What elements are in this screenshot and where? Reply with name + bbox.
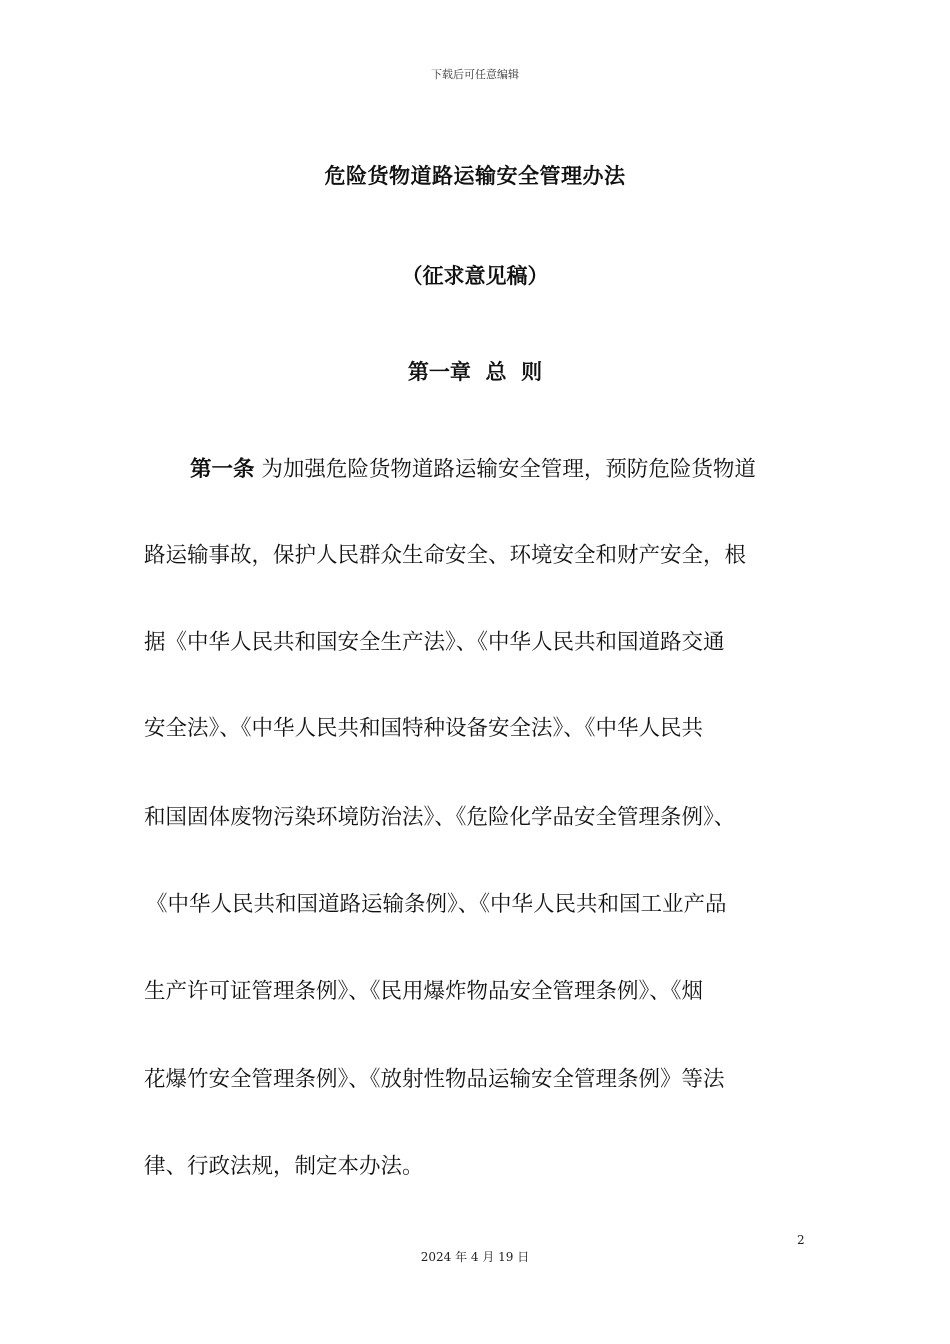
article-line-8: 花爆竹安全管理条例》、《放射性物品运输安全管理条例》等法 xyxy=(144,1067,725,1092)
article-line-1: 为加强危险货物道路运输安全管理，预防危险货物道 xyxy=(254,457,756,482)
article-line-7: 生产许可证管理条例》、《民用爆炸物品安全管理条例》、《烟 xyxy=(144,979,704,1004)
article-first-line xyxy=(190,455,870,485)
article-line-9: 律、行政法规，制定本办法。 xyxy=(144,1154,424,1179)
footer-date: 2024 年 4 月 19 日 xyxy=(420,1250,530,1264)
page-number: 2 xyxy=(797,1233,805,1247)
header-note: 下载后可任意编辑 xyxy=(431,68,519,81)
article-line-2: 路运输事故，保护人民群众生命安全、环境安全和财产安全，根 xyxy=(144,543,747,568)
article-line-3: 据《中华人民共和国安全生产法》、《中华人民共和国道路交通 xyxy=(144,630,725,655)
article-line-5: 和国固体废物污染环境防治法》、《危险化学品安全管理条例》、 xyxy=(144,805,736,830)
chapter-heading: 第一章 总 则 xyxy=(407,360,543,384)
document-title: 危险货物道路运输安全管理办法 xyxy=(324,164,626,188)
document-subtitle: （征求意见稿） xyxy=(401,264,549,288)
article-label: 第一条 xyxy=(190,457,255,482)
article-line-6: 《中华人民共和国道路运输条例》、《中华人民共和国工业产品 xyxy=(146,892,727,917)
article-line-4: 安全法》、《中华人民共和国特种设备安全法》、《中华人民共 xyxy=(144,716,704,741)
